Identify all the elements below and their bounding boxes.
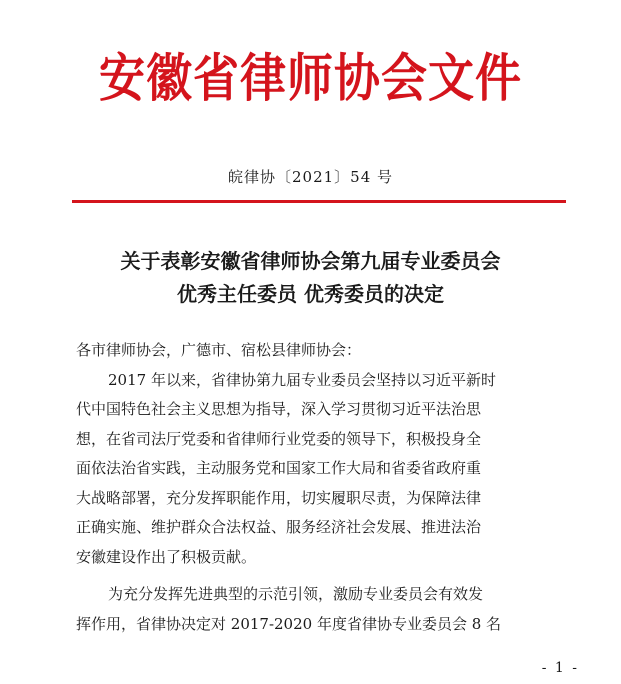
decision-title-line-1: 关于表彰安徽省律师协会第九届专业委员会 bbox=[120, 249, 501, 273]
paragraph-1 bbox=[76, 366, 566, 573]
paragraph-1-line-5: 大战略部署，充分发挥职能作用，切实履职尽责，为保障法律 bbox=[76, 488, 482, 507]
red-divider-line bbox=[72, 200, 566, 203]
paragraph-1-line-4: 面依法治省实践，主动服务党和国家工作大局和省委省政府重 bbox=[76, 459, 482, 477]
decision-title-line-2: 优秀主任委员 优秀委员的决定 bbox=[177, 282, 444, 306]
paragraph-1-line-7: 安徽建设作出了积极贡献。 bbox=[76, 547, 257, 566]
document-number: 皖律协〔2021〕54 号 bbox=[227, 168, 394, 186]
document-header-title: 安徽省律师协会文件 bbox=[99, 48, 522, 109]
salutation: 各市律师协会，广德市、宿松县律师协会： bbox=[76, 341, 362, 359]
paragraph-2-line-1: 为充分发挥先进典型的示范引领，激励专业委员会有效发 bbox=[108, 585, 484, 603]
paragraph-2 bbox=[76, 580, 566, 639]
page-number: - 1 - bbox=[541, 660, 579, 676]
paragraph-1-line-1: 2017 年以来，省律协第九届专业委员会坚持以习近平新时 bbox=[108, 370, 496, 389]
paragraph-1-line-2: 代中国特色社会主义思想为指导，深入学习贯彻习近平法治思 bbox=[76, 400, 482, 418]
paragraph-2-line-2: 挥作用，省律协决定对 2017-2020 年度省律协专业委员会 8 名 bbox=[76, 614, 502, 633]
document-body bbox=[76, 336, 566, 639]
paragraph-1-line-6: 正确实施、维护群众合法权益、服务经济社会发展、推进法治 bbox=[76, 518, 482, 536]
paragraph-1-line-3: 想，在省司法厅党委和省律师行业党委的领导下，积极投身全 bbox=[76, 429, 482, 448]
decision-title bbox=[0, 245, 621, 311]
